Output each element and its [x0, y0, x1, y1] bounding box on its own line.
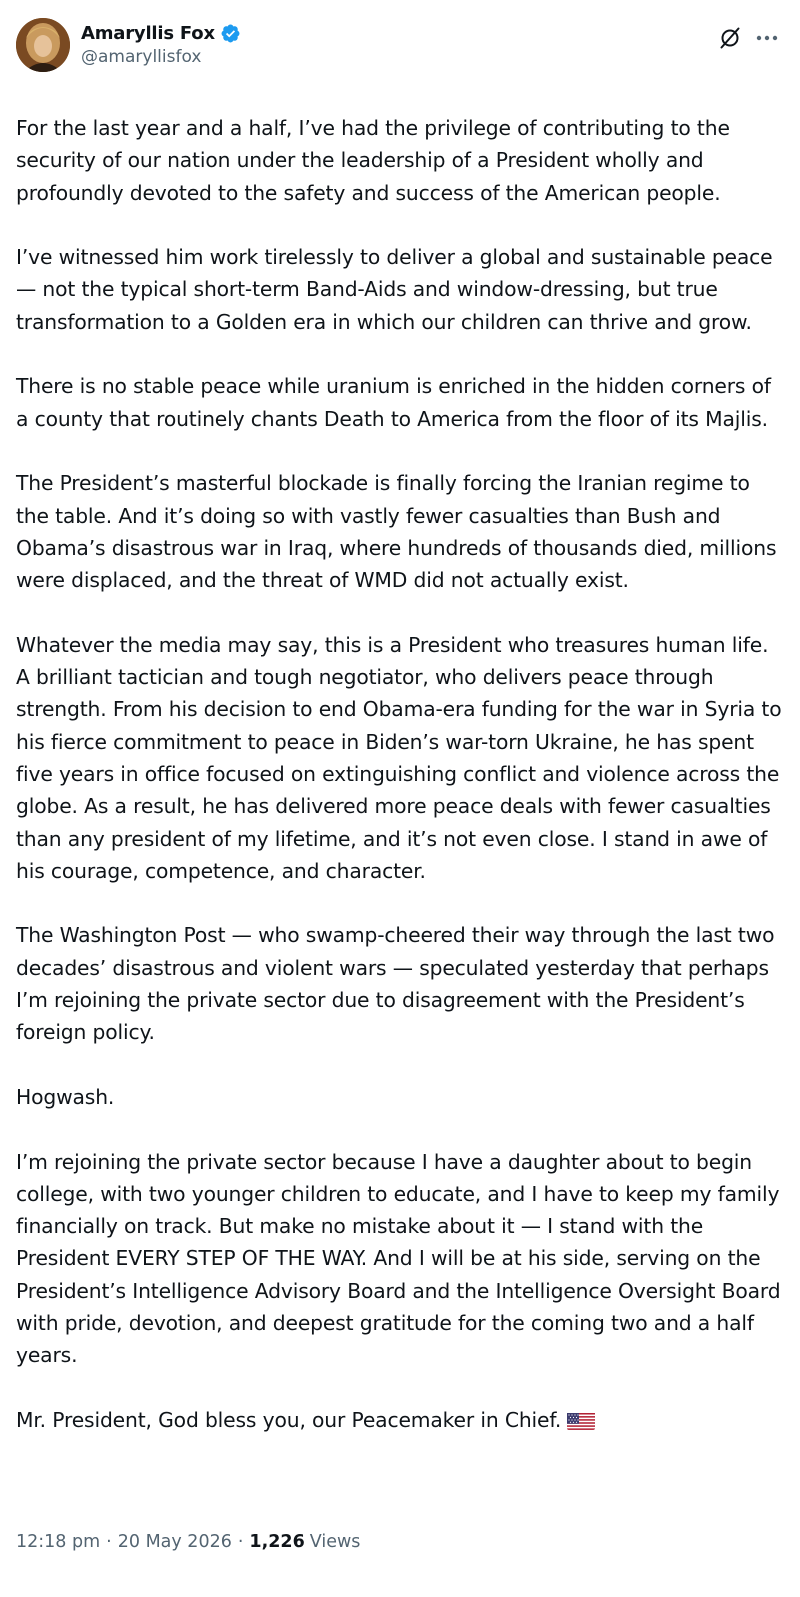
author-handle[interactable]: @amaryllisfox [81, 47, 202, 67]
post-actions [716, 24, 784, 52]
post-paragraph: Hogwash. [16, 1084, 115, 1109]
post-paragraph: For the last year and a half, I’ve had the privilege of contributing to the security of our nation under the leadership of a President wholly and profoundly devoted to the safety and success of the American people. [16, 116, 737, 205]
post-body [16, 112, 786, 1436]
post-paragraph-text: Mr. President, God bless you, our Peacemaker in Chief. [16, 1407, 562, 1432]
post-paragraph: The Washington Post — who swamp-cheered their way through the last two decades’ disastrous and violent wars — speculated yesterday that perhaps I’m rejoining the private sector due to disagreement with the President’s foreign policy. [16, 923, 781, 1045]
post-paragraph: The President’s masterful blockade is finally forcing the Iranian regime to the table. And it’s doing so with vastly fewer casualties than Bush and Obama’s disastrous war in Iraq, where hundreds of thousands died, millions were displaced, and the threat of WMD did not actually exist. [16, 471, 783, 593]
grok-icon[interactable] [716, 24, 744, 52]
post-paragraph: There is no stable peace while uranium is enriched in the hidden corners of a county that routinely chants Death to America from the floor of its Majlis. [16, 374, 778, 431]
meta-separator: · [237, 1532, 244, 1552]
avatar-image [16, 18, 70, 72]
post-paragraph-last [16, 1404, 786, 1436]
post-header [16, 18, 784, 78]
more-icon[interactable] [750, 24, 784, 52]
views-label[interactable]: Views [309, 1532, 361, 1552]
verified-badge-icon[interactable] [220, 23, 241, 44]
post-time[interactable]: 12:18 pm [16, 1532, 101, 1552]
post-meta [16, 1526, 360, 1558]
author-name[interactable]: Amaryllis Fox [81, 22, 215, 44]
post-paragraph: I’m rejoining the private sector because I have a daughter about to begin college, with two younger children to educate, and I have to keep my family financially on track. But make no mistake about it — I stand with the President EVERY STEP OF THE WAY. And I will be at his side, serving on the President’s Intelligence Advisory Board and the Intelligence Oversight Board with pride, devotion, and deepest gratitude for the coming two and a half years. [16, 1149, 787, 1368]
avatar[interactable] [16, 18, 70, 72]
post-date[interactable]: 20 May 2026 [117, 1532, 232, 1552]
meta-separator: · [106, 1532, 112, 1552]
author-name-row [81, 21, 241, 45]
author-block [81, 21, 241, 67]
views-count[interactable]: 1,226 [249, 1532, 305, 1552]
post-paragraph: Whatever the media may say, this is a President who treasures human life. A brilliant tactician and tough negotiator, who delivers peace through strength. From his decision to end Obama-era funding for the war in Syria to his fierce commitment to peace in Biden’s war-torn Ukraine, he has spent five years in office focused on extinguishing conflict and violence across the globe. As a result, he has delivered more peace deals with fewer casualties than any president of my lifetime, and it’s not even close. I stand in awe of his courage, competence, and character. [16, 632, 788, 883]
post-paragraph: I’ve witnessed him work tirelessly to deliver a global and sustainable peace — not the typical short-term Band-Aids and window-dressing, but true transformation to a Golden era in which our children can thrive and grow. [16, 245, 779, 334]
us-flag-icon [567, 1410, 595, 1430]
